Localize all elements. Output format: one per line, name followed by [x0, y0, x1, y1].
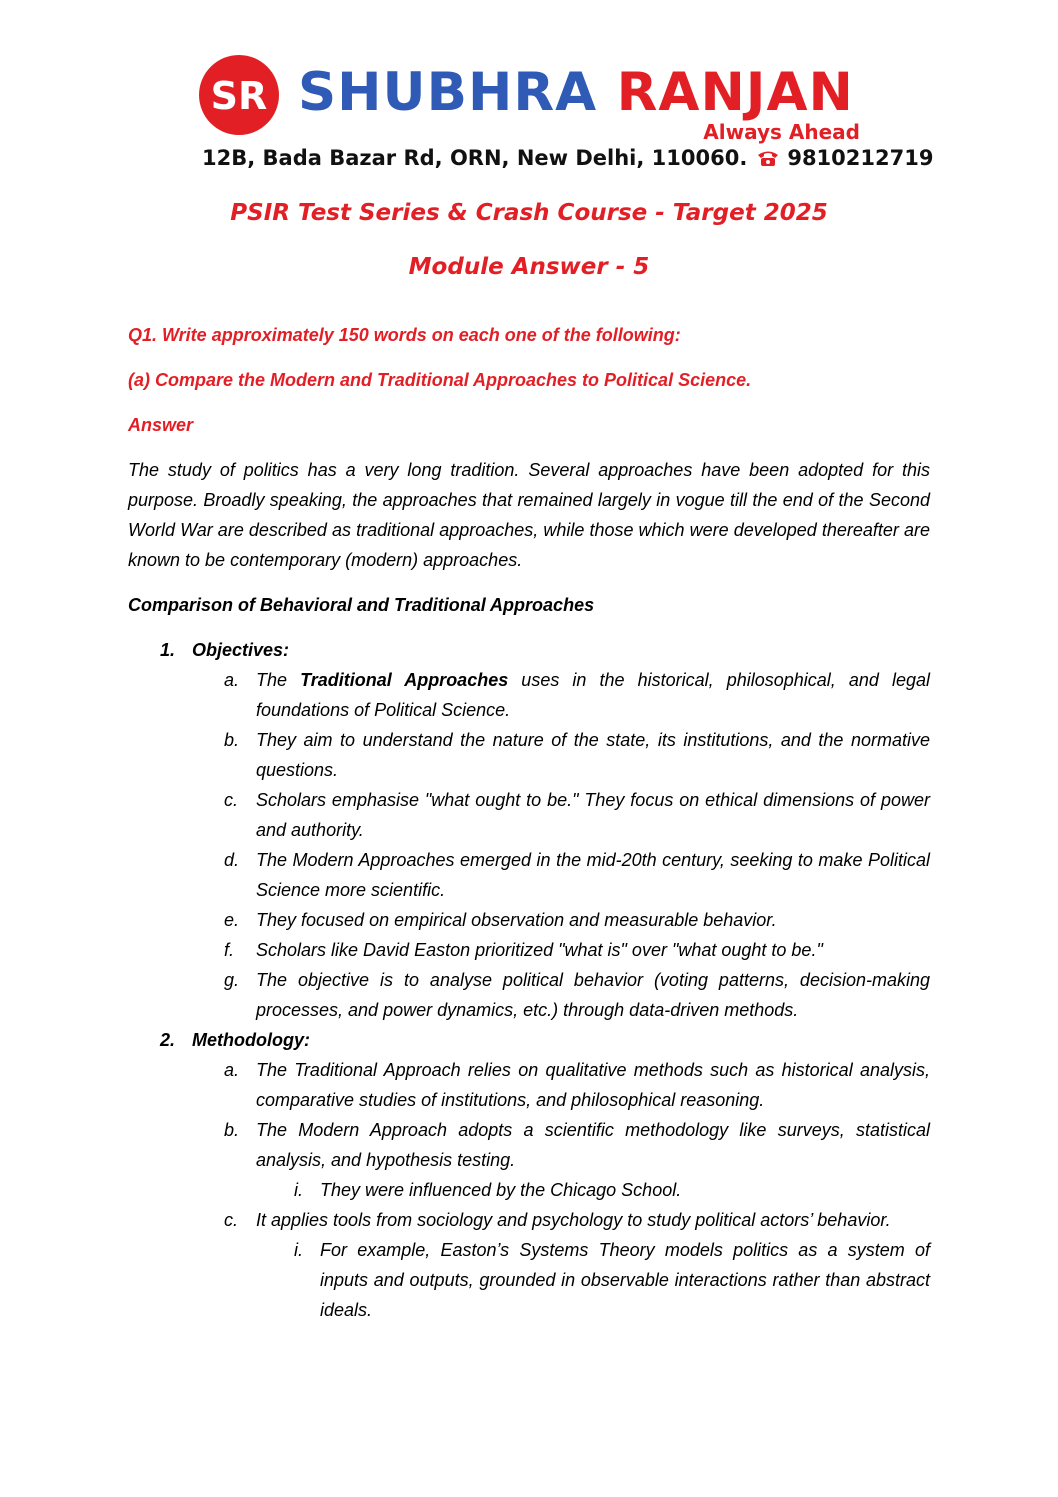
- sub-text: Scholars like David Easton prioritized "what is" over "what ought to be.": [256, 940, 823, 960]
- question-heading: Q1. Write approximately 150 words on each one of the following:: [128, 325, 681, 345]
- sub-text: The Modern Approach adopts a scientific methodology like surveys, statistical analysis, and hypothesis testing.: [256, 1120, 930, 1170]
- sub-sub-text: They were influenced by the Chicago School.: [320, 1180, 682, 1200]
- sub-marker: f.: [224, 940, 235, 960]
- sub-text: The Traditional Approach relies on qualitative methods such as historical analysis, comparative studies of institutions, and philosophical reasoning.: [256, 1060, 930, 1110]
- sub-text-bold: Traditional Approaches: [300, 670, 509, 690]
- sr-logo-icon: [198, 54, 280, 136]
- list-number: 2.: [160, 1030, 176, 1050]
- sub-marker: b.: [224, 1120, 240, 1140]
- sub-list-item: [128, 1055, 930, 1115]
- sub-list-item: [128, 725, 930, 785]
- sub-text: The objective is to analyse political behavior (voting patterns, decision-making processes, and power dynamics, etc.) through data-driven methods.: [256, 970, 930, 1020]
- sub-marker: c.: [224, 790, 239, 810]
- sub-sub-marker: i.: [294, 1240, 303, 1260]
- sub-sub-list-item: [128, 1175, 930, 1205]
- address-line: [202, 146, 933, 170]
- document-subtitle: Module Answer - 5: [408, 254, 650, 280]
- sub-text-suffix: uses in the historical, philosophical, and legal foundations of Political Science.: [256, 670, 930, 720]
- document-body: [128, 320, 930, 1325]
- sub-marker: e.: [224, 910, 240, 930]
- sub-text: It applies tools from sociology and psychology to study political actors’ behavior.: [256, 1210, 891, 1230]
- sub-marker: b.: [224, 730, 240, 750]
- sub-list-item: [128, 665, 930, 725]
- telephone-icon: [757, 149, 779, 167]
- sub-list-item: [128, 845, 930, 905]
- sub-marker: c.: [224, 1210, 239, 1230]
- list-title: Methodology:: [192, 1030, 310, 1050]
- intro-paragraph: The study of politics has a very long tradition. Several approaches have been adopted for this purpose. Broadly speaking, the approaches that remained largely in vogue till the end of the Second World War are described as traditional approaches, while those which were developed thereafter are known to be contemporary (modern) approaches.: [128, 460, 930, 570]
- svg-text:SR: SR: [210, 74, 268, 118]
- list-item-methodology: [128, 1025, 930, 1055]
- document-title: PSIR Test Series & Crash Course - Target 2025: [230, 200, 828, 226]
- sub-sub-list-item: [128, 1235, 930, 1325]
- sub-list-item: [128, 1205, 930, 1235]
- sub-list-item: [128, 785, 930, 845]
- brand-name: [298, 62, 854, 124]
- brand-name-second: RANJAN: [616, 62, 854, 123]
- sub-marker: a.: [224, 1060, 240, 1080]
- sub-text: They aim to understand the nature of the state, its institutions, and the normative questions.: [256, 730, 930, 780]
- letterhead: [198, 54, 934, 176]
- subquestion-heading: (a) Compare the Modern and Traditional Approaches to Political Science.: [128, 370, 752, 390]
- phone-number: 9810212719: [787, 146, 934, 170]
- sub-list-item: [128, 935, 930, 965]
- sub-text-prefix: The: [256, 670, 301, 690]
- brand-tagline: Always Ahead: [703, 120, 860, 144]
- sub-text: Scholars emphasise "what ought to be." They focus on ethical dimensions of power and authority.: [256, 790, 930, 840]
- sub-list-item: [128, 965, 930, 1025]
- list-number: 1.: [160, 640, 176, 660]
- sub-list-item: [128, 1115, 930, 1175]
- sub-sub-marker: i.: [294, 1180, 303, 1200]
- list-item-objectives: [128, 635, 930, 665]
- list-title: Objectives:: [192, 640, 290, 660]
- sub-marker: d.: [224, 850, 240, 870]
- sub-marker: g.: [224, 970, 240, 990]
- brand-name-first: SHUBHRA: [298, 62, 598, 123]
- sub-list-item: [128, 905, 930, 935]
- address-text: 12B, Bada Bazar Rd, ORN, New Delhi, 110060.: [202, 146, 748, 170]
- answer-label: Answer: [128, 415, 194, 435]
- sub-sub-text: For example, Easton’s Systems Theory models politics as a system of inputs and outputs, grounded in observable interactions rather than abstract ideals.: [320, 1240, 930, 1320]
- sub-text: The Modern Approaches emerged in the mid-20th century, seeking to make Political Science more scientific.: [256, 850, 930, 900]
- sub-text: They focused on empirical observation and measurable behavior.: [256, 910, 777, 930]
- sub-marker: a.: [224, 670, 240, 690]
- section-heading: Comparison of Behavioral and Traditional Approaches: [128, 595, 595, 615]
